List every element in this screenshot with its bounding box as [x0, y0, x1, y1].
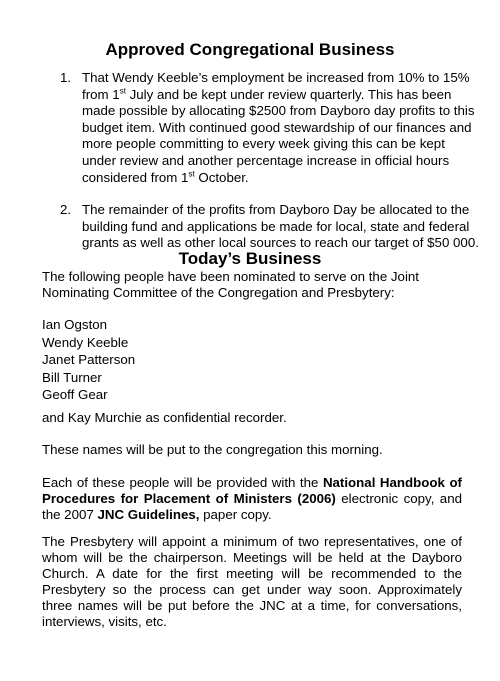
nominee-name: Janet Patterson [42, 352, 136, 367]
handbook-title: National Handbook of Procedures for Placement of Ministers (2006) [42, 475, 462, 506]
heading-todays-business: Today’s Business [178, 249, 322, 268]
nomination-intro: The following people have been nominated to serve on the Joint Nominating Committee of the Congregation and Presbytery: [42, 269, 420, 300]
item-text: The remainder of the profits from Dayboro Day be allocated to the building fund and applications be made for local, state and federal grants as well as other local sources to reach our target of $50 000. [82, 202, 479, 251]
congregation-note: These names will be put to the congregation this morning. [42, 442, 383, 457]
item-text: That Wendy Keeble’s employment be increased from 10% to 15% from 1st July and be kept under review quarterly. This has been made possible by allocating $2500 from Dayboro day profits to this budget item. With continued good stewardship of our finances and more people committing to every week giving this can be kept under review and another percentage increase in official hours considered from 1st October. [82, 70, 475, 185]
heading-approved-business: Approved Congregational Business [105, 40, 395, 59]
numbered-list [60, 70, 480, 252]
nominee-name: Wendy Keeble [42, 334, 129, 350]
nominee-name: Geoff Gear [42, 387, 108, 402]
nominee-list [42, 316, 342, 404]
item-number: 1. [60, 70, 72, 85]
nominee-name: Ian Ogston [42, 317, 108, 332]
item-number: 2. [60, 202, 72, 218]
nominee-name: Bill Turner [42, 369, 102, 385]
guidelines-title: JNC Guidelines, [97, 507, 200, 522]
list-item [60, 202, 480, 252]
presbytery-paragraph: The Presbytery will appoint a minimum of two representatives, one of whom will be the chairperson. Meetings will be held at the Dayboro Church. A date for the first meeting will be recommended to the Presbytery so the process can get under way soon. Approximately three names will be put before the JNC at a time, for conversations, interviews, visits, etc. [42, 534, 462, 629]
recorder-line: and Kay Murchie as confidential recorder. [42, 410, 287, 425]
list-item [60, 70, 480, 186]
handbook-paragraph: Each of these people will be provided with the National Handbook of Procedures for Placement of Ministers (2006) electronic copy, and the 2007 JNC Guidelines, paper copy. [42, 475, 462, 522]
